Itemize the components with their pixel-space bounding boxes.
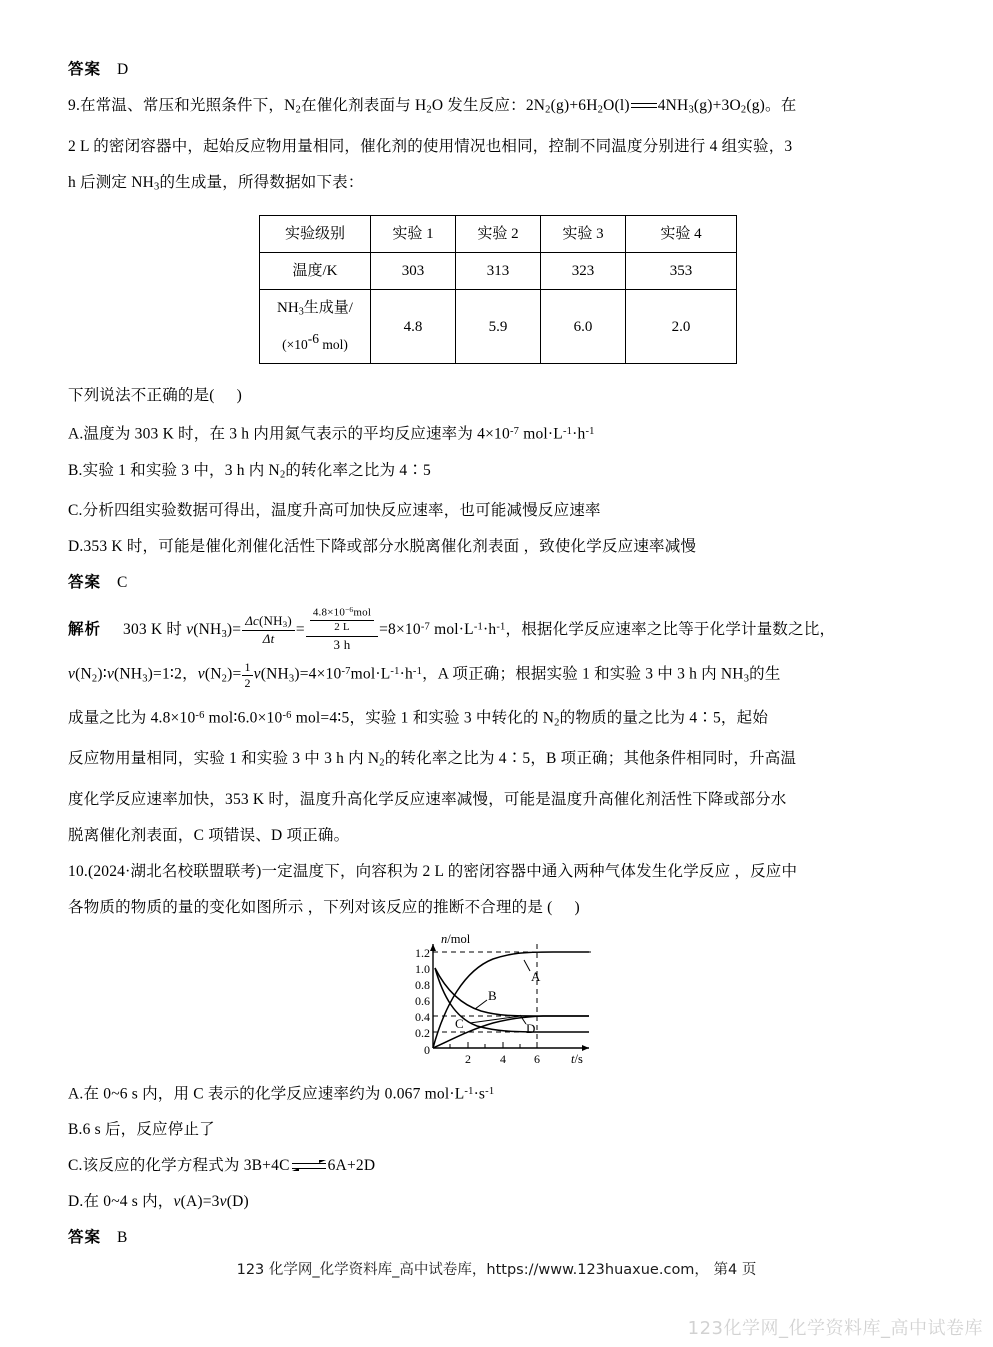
q10-opt-d-b: (A)=3 (180, 1193, 220, 1211)
series-label-A: A (531, 968, 541, 984)
fraction-inner (310, 605, 374, 635)
ytick-1-2: 1.2 (415, 945, 430, 960)
table-header-cell-3: 实验 3 (541, 216, 626, 253)
q9-prompt-text: 下列说法不正确的是( (68, 386, 215, 404)
xtick-6: 6 (534, 1051, 540, 1066)
q10-option-b: B.6 s 后，反应停止了 (68, 1121, 215, 1139)
q10-answer-label: 答案 (68, 1229, 102, 1247)
nh3-unit-a: (×10 (282, 336, 308, 352)
inner-num (310, 605, 374, 620)
frac-nh3-close: ) (287, 612, 292, 628)
q10-opt-a-unit: ·s (473, 1085, 486, 1103)
q10-opt-a-sup2: -1 (485, 1085, 495, 1097)
chart-svg (393, 930, 603, 1070)
nh3-value-2: 5.9 (456, 290, 541, 364)
analysis-l2-sup: -7 (341, 666, 351, 678)
q10-opt-a-text: A.在 0~6 s 内，用 C 表示的化学反应速率约为 0.067 mol·L (68, 1085, 465, 1103)
page-footer: 123 化学网_化学资料库_高中试卷库，https://www.123huaxue.com， 第4 页 (236, 1262, 757, 1278)
half-num: 1 (244, 660, 251, 674)
analysis-line-3: 成量之比为 $4.8\times 10^{-6}$ $mol∶6.0\times 10^{-6}$ mol=4∶5，实验 1 和实验 3 中转化的 $N_2$的物质的量之比为 4∶5，起始 (68, 709, 769, 729)
analysis-v-italic-4: v (197, 666, 205, 684)
analysis-line-4: 反应物用量相同，实验 1 和实验 3 中 3 h 内 $N_2$的转化率之比为 4∶5，B 项正确；其他条件相同时，升高温 (68, 750, 797, 769)
q9-opt-a-unit2: ·h (572, 425, 586, 443)
q9-stem-seg-f: 4NH (657, 97, 689, 114)
reaction-chart (393, 930, 603, 1070)
q9-opt-a-unit: mol·L (519, 425, 563, 443)
series-label-C: C (455, 1015, 464, 1031)
half-den: 2 (244, 676, 251, 690)
fraction-numerator: $\Delta c(NH_3)$ (245, 612, 292, 629)
analysis-result-sup: -7 (420, 621, 431, 633)
q10-opt-d-c: (D) (226, 1193, 249, 1211)
q10-opt-c-text2: 6A+2D (327, 1157, 376, 1175)
analysis-l2-c: (NH (114, 666, 143, 684)
q10-stem-line2-text: 各物质的物质的量的变化如图所示 ，下列对该反应的推断不合理的是 ( (68, 898, 553, 916)
q9-opt-a-sup1: -7 (509, 425, 520, 437)
analysis-l2-i: mol·L (350, 666, 391, 684)
analysis-v-italic-2: v (68, 666, 76, 684)
q10-option-c (68, 1148, 928, 1184)
q9-opt-b-text: B.实验 1 和实验 3 中，3 h 内 N (68, 461, 280, 479)
analysis-line-6: 脱离催化剂表面，C 项错误、D 项正确。 (68, 826, 350, 844)
analysis-l2-e: (N (204, 666, 222, 684)
leader-B (475, 1000, 487, 1009)
q10-opt-d-a: D.在 0~4 s 内， (68, 1193, 174, 1211)
q9-answer-line (68, 52, 928, 88)
q10-stem-line2-close: ) (574, 898, 580, 916)
analysis-result-unit: mol·L (430, 621, 474, 639)
analysis-v-italic-5: v (253, 666, 261, 684)
row-label-nh3-amount (260, 290, 371, 364)
analysis-equals-1: = (295, 621, 305, 639)
nested-fraction-outer-num (306, 606, 378, 636)
temp-value-3: 323 (541, 253, 626, 290)
analysis-l2-g: (NH (260, 666, 289, 684)
analysis-l4-b: 的转化率之比为 4∶5，B 项正确；其他条件相同时，升高温 (384, 750, 797, 768)
fraction-denominator: Δt (242, 630, 295, 647)
analysis-l2-k: ，A 项正确；根据实验 1 和实验 3 中 3 h 内 NH (422, 666, 744, 684)
q9-option-d: D.353 K 时，可能是催化剂催化活性下降或部分水脱离催化剂表面 ，致使化学反应速率减慢 (68, 538, 697, 556)
q9-prompt-close: ) (236, 386, 243, 404)
analysis-l2-d: )=1∶2， (147, 666, 198, 684)
q9-stem-seg-b: 在催化剂表面与 H (301, 97, 427, 114)
analysis-l3-sup2: -6 (282, 709, 292, 721)
analysis-l2-f: )= (227, 666, 242, 684)
q9-option-a (68, 414, 928, 453)
delta-c: Δc (245, 612, 260, 628)
q10-opt-d-v2: v (219, 1193, 227, 1211)
table-header-cell-1: 实验 1 (371, 216, 456, 253)
reversible-arrow-icon (292, 1160, 326, 1174)
analysis-result-sup2: -1 (473, 621, 484, 633)
nh3-unit-sup: -6 (307, 330, 319, 346)
analysis-l3-c: mol=4∶5，实验 1 和实验 3 中转化的 N (291, 709, 555, 727)
chart-x-axis-label: t/s (571, 1051, 583, 1066)
analysis-seg-a: 303 K 时 (123, 621, 187, 639)
inner-num-unit: mol (353, 606, 372, 619)
q10-opt-d-v1: v (173, 1193, 181, 1211)
analysis-l4-a: 反应物用量相同，实验 1 和实验 3 中 3 h 内 N (68, 750, 380, 768)
q9-stem-line-3: h 后测定 $NH_3$的生成量，所得数据如下表： (68, 173, 364, 193)
analysis-nh3-close: )= (226, 621, 242, 639)
analysis-tail-1: ，根据化学反应速率之比等于化学计量数之比， (505, 621, 836, 639)
answer-value: D (117, 61, 129, 78)
nh3-label-sub: 3 (298, 306, 304, 318)
ytick-0-4: 0.4 (415, 1009, 430, 1024)
q10-option-d (68, 1184, 928, 1220)
analysis-l2-h: )=4×10 (294, 666, 342, 684)
inner-num-value: 4.8×10 (312, 606, 346, 619)
q9-opt-b-text2: 的转化率之比为 4∶5 (285, 461, 431, 479)
q9-stem-seg-h: (g)。在 (746, 97, 797, 114)
watermark: 123化学网_化学资料库_高中试卷库 (687, 1318, 983, 1339)
analysis-line-5: 度化学反应速率加快，353 K 时，温度升高化学反应速率减慢，可能是温度升高催化剂活性下降或部分水 (68, 790, 787, 808)
frac-nh3-open: (NH (259, 612, 283, 628)
q9-stem-line3-b: 的生成量，所得数据如下表： (159, 173, 364, 191)
analysis-l3-sup: -6 (195, 709, 205, 721)
xtick-2: 2 (465, 1051, 471, 1066)
answer-label: 答案 (68, 61, 102, 78)
analysis-l2-sup2: -1 (390, 666, 400, 678)
temp-value-2: 313 (456, 253, 541, 290)
q9-answer2-line (68, 565, 928, 601)
analysis-l3-b: mol∶6.0×10 (204, 709, 283, 727)
q9-opt-a-text: A.温度为 303 K 时，在 3 h 内用氮气表示的平均反应速率为 4×10 (68, 425, 510, 443)
q9-option-c: C.分析四组实验数据可得出，温度升高可加快反应速率，也可能减慢反应速率 (68, 502, 601, 520)
curve-B (435, 968, 589, 1016)
fraction-one-half (242, 660, 252, 691)
q9-opt-a-sup3: -1 (585, 425, 595, 437)
q10-opt-a-sup1: -1 (464, 1085, 474, 1097)
table-header-row (260, 216, 737, 253)
analysis-result-a: =8×10 (379, 621, 421, 639)
experiment-table-wrap (68, 215, 928, 364)
analysis-l2-l: 的生 (749, 666, 781, 684)
leader-A (524, 960, 530, 971)
table-row-nh3-amount (260, 290, 737, 364)
q9-stem-seg-d: (g)+6H (550, 97, 598, 114)
analysis-line-2: $v(N_2)∶v(NH_3)=1∶2$，$v(N_2)=$ $\frac{1}{2}$ $v(NH_3)=4\times 10^{-7}mol\cdot L^{-1}\cdot h^{-1}$，A 项正确；根据实验 1 和实验 3 中 3 h 内 $NH_3$的生 (68, 660, 781, 690)
q9-stem-seg-a: 9.在常温、常压和光照条件下，N (68, 97, 296, 114)
analysis-l3-d: 的物质的量之比为 4∶5，起始 (559, 709, 769, 727)
nh3-label-main: NH (277, 300, 299, 317)
q10-answer-line (68, 1220, 928, 1256)
ytick-1-0: 1.0 (415, 961, 430, 976)
q10-stem-line-2 (68, 890, 928, 926)
analysis-nh3-open: (NH (193, 621, 222, 639)
table-header-cell-2: 实验 2 (456, 216, 541, 253)
q9-option-b: B.实验 1 和实验 3 中，3 h 内 $N_2$的转化率之比为 4∶5 (68, 461, 431, 481)
analysis-l2-b: )∶ (97, 666, 107, 684)
q10-opt-c-text: C.该反应的化学方程式为 3B+4C (68, 1157, 290, 1175)
analysis-result-sup3: -1 (496, 621, 506, 633)
inner-den: 2 L (310, 620, 374, 635)
row-label-temperature: 温度/K (260, 253, 371, 290)
chart-y-tick-labels (415, 946, 430, 1057)
q9-stem-seg-c: O 发生反应：2N (431, 97, 546, 114)
experiment-data-table (259, 215, 737, 364)
xtick-4: 4 (500, 1051, 506, 1066)
curve-A (433, 952, 589, 1048)
q9-stem-line3-a: h 后测定 NH (68, 173, 154, 191)
table-header-cell-0: 实验级别 (260, 216, 371, 253)
fraction-delta-c-over-delta-t (242, 613, 295, 648)
q9-prompt (68, 378, 928, 414)
document-content (68, 52, 928, 1256)
equals-arrow-icon (631, 100, 657, 112)
q9-opt-a-sup2: -1 (562, 425, 573, 437)
nh3-unit-b: mol) (318, 336, 348, 352)
analysis-line-1: 解析 303 K 时 $v(NH_3)=$ $\frac{\Delta c(NH_3)}{\Delta t}$ = $\frac{\frac{4.8\times 10^{-6}mol}{2 L}}{3 h}$ $=8\times 10^{-7}$ $mol\cdot L^{-1}\cdot h^{-1}$，根据化学反应速率之比等于化学计量数之比， (68, 605, 836, 653)
analysis-l2-a: (N (75, 666, 92, 684)
q10-answer-value: B (117, 1229, 128, 1247)
analysis-v-italic-1: v (186, 621, 194, 639)
nh3-label-rest: 生成量/ (303, 300, 353, 317)
inner-num-exp: −6 (345, 605, 354, 615)
chart-x-ticks (450, 1042, 537, 1048)
analysis-v-italic-3: v (106, 666, 115, 684)
temp-value-4: 353 (626, 253, 737, 290)
answer2-value: C (117, 574, 128, 592)
nested-fraction-den: 3 h (306, 636, 378, 653)
chart-x-tick-labels (465, 1052, 540, 1066)
q9-stem-line-2: 2 L 的密闭容器中，起始反应物用量相同，催化剂的使用情况也相同，控制不同温度分别进行 4 组实验，3 (68, 137, 793, 155)
q10-option-a (68, 1074, 928, 1113)
q9-stem-seg-e: O(l) (603, 97, 630, 114)
ytick-0: 0 (424, 1042, 430, 1057)
fraction-nested (306, 606, 378, 653)
ytick-0-2: 0.2 (415, 1025, 430, 1040)
temp-value-1: 303 (371, 253, 456, 290)
analysis-label: 解析 (68, 621, 102, 639)
series-label-D: D (526, 1020, 536, 1036)
q10-stem-line-1: 10.(2024·湖北名校联盟联考)一定温度下，向容积为 2 L 的密闭容器中通入两种气体发生化学反应 ，反应中 (68, 862, 798, 880)
series-label-B: B (488, 987, 497, 1003)
q9-stem-line-1: 9.在常温、常压和光照条件下，$N_2$在催化剂表面与 $H_2O$ 发生反应：$2N_2(g)+6H_2O(l)$ $4NH_3(g)+3O_2(g)$。在 (68, 97, 797, 116)
nh3-value-3: 6.0 (541, 290, 626, 364)
analysis-result-unit2: ·h (483, 621, 497, 639)
table-header-cell-4: 实验 4 (626, 216, 737, 253)
analysis-l2-j: ·h (399, 666, 413, 684)
chart-y-axis-label: n/mol (441, 931, 471, 946)
ytick-0-8: 0.8 (415, 977, 430, 992)
analysis-l2-sup3: -1 (412, 666, 423, 678)
q9-stem-seg-g: (g)+3O (693, 97, 741, 114)
analysis-l3-a: 成量之比为 4.8×10 (68, 709, 196, 727)
nh3-value-4: 2.0 (626, 290, 737, 364)
ytick-0-6: 0.6 (415, 993, 430, 1008)
answer2-label: 答案 (68, 574, 102, 592)
reaction-chart-wrap (68, 930, 928, 1070)
nh3-value-1: 4.8 (371, 290, 456, 364)
table-row-temperature (260, 253, 737, 290)
